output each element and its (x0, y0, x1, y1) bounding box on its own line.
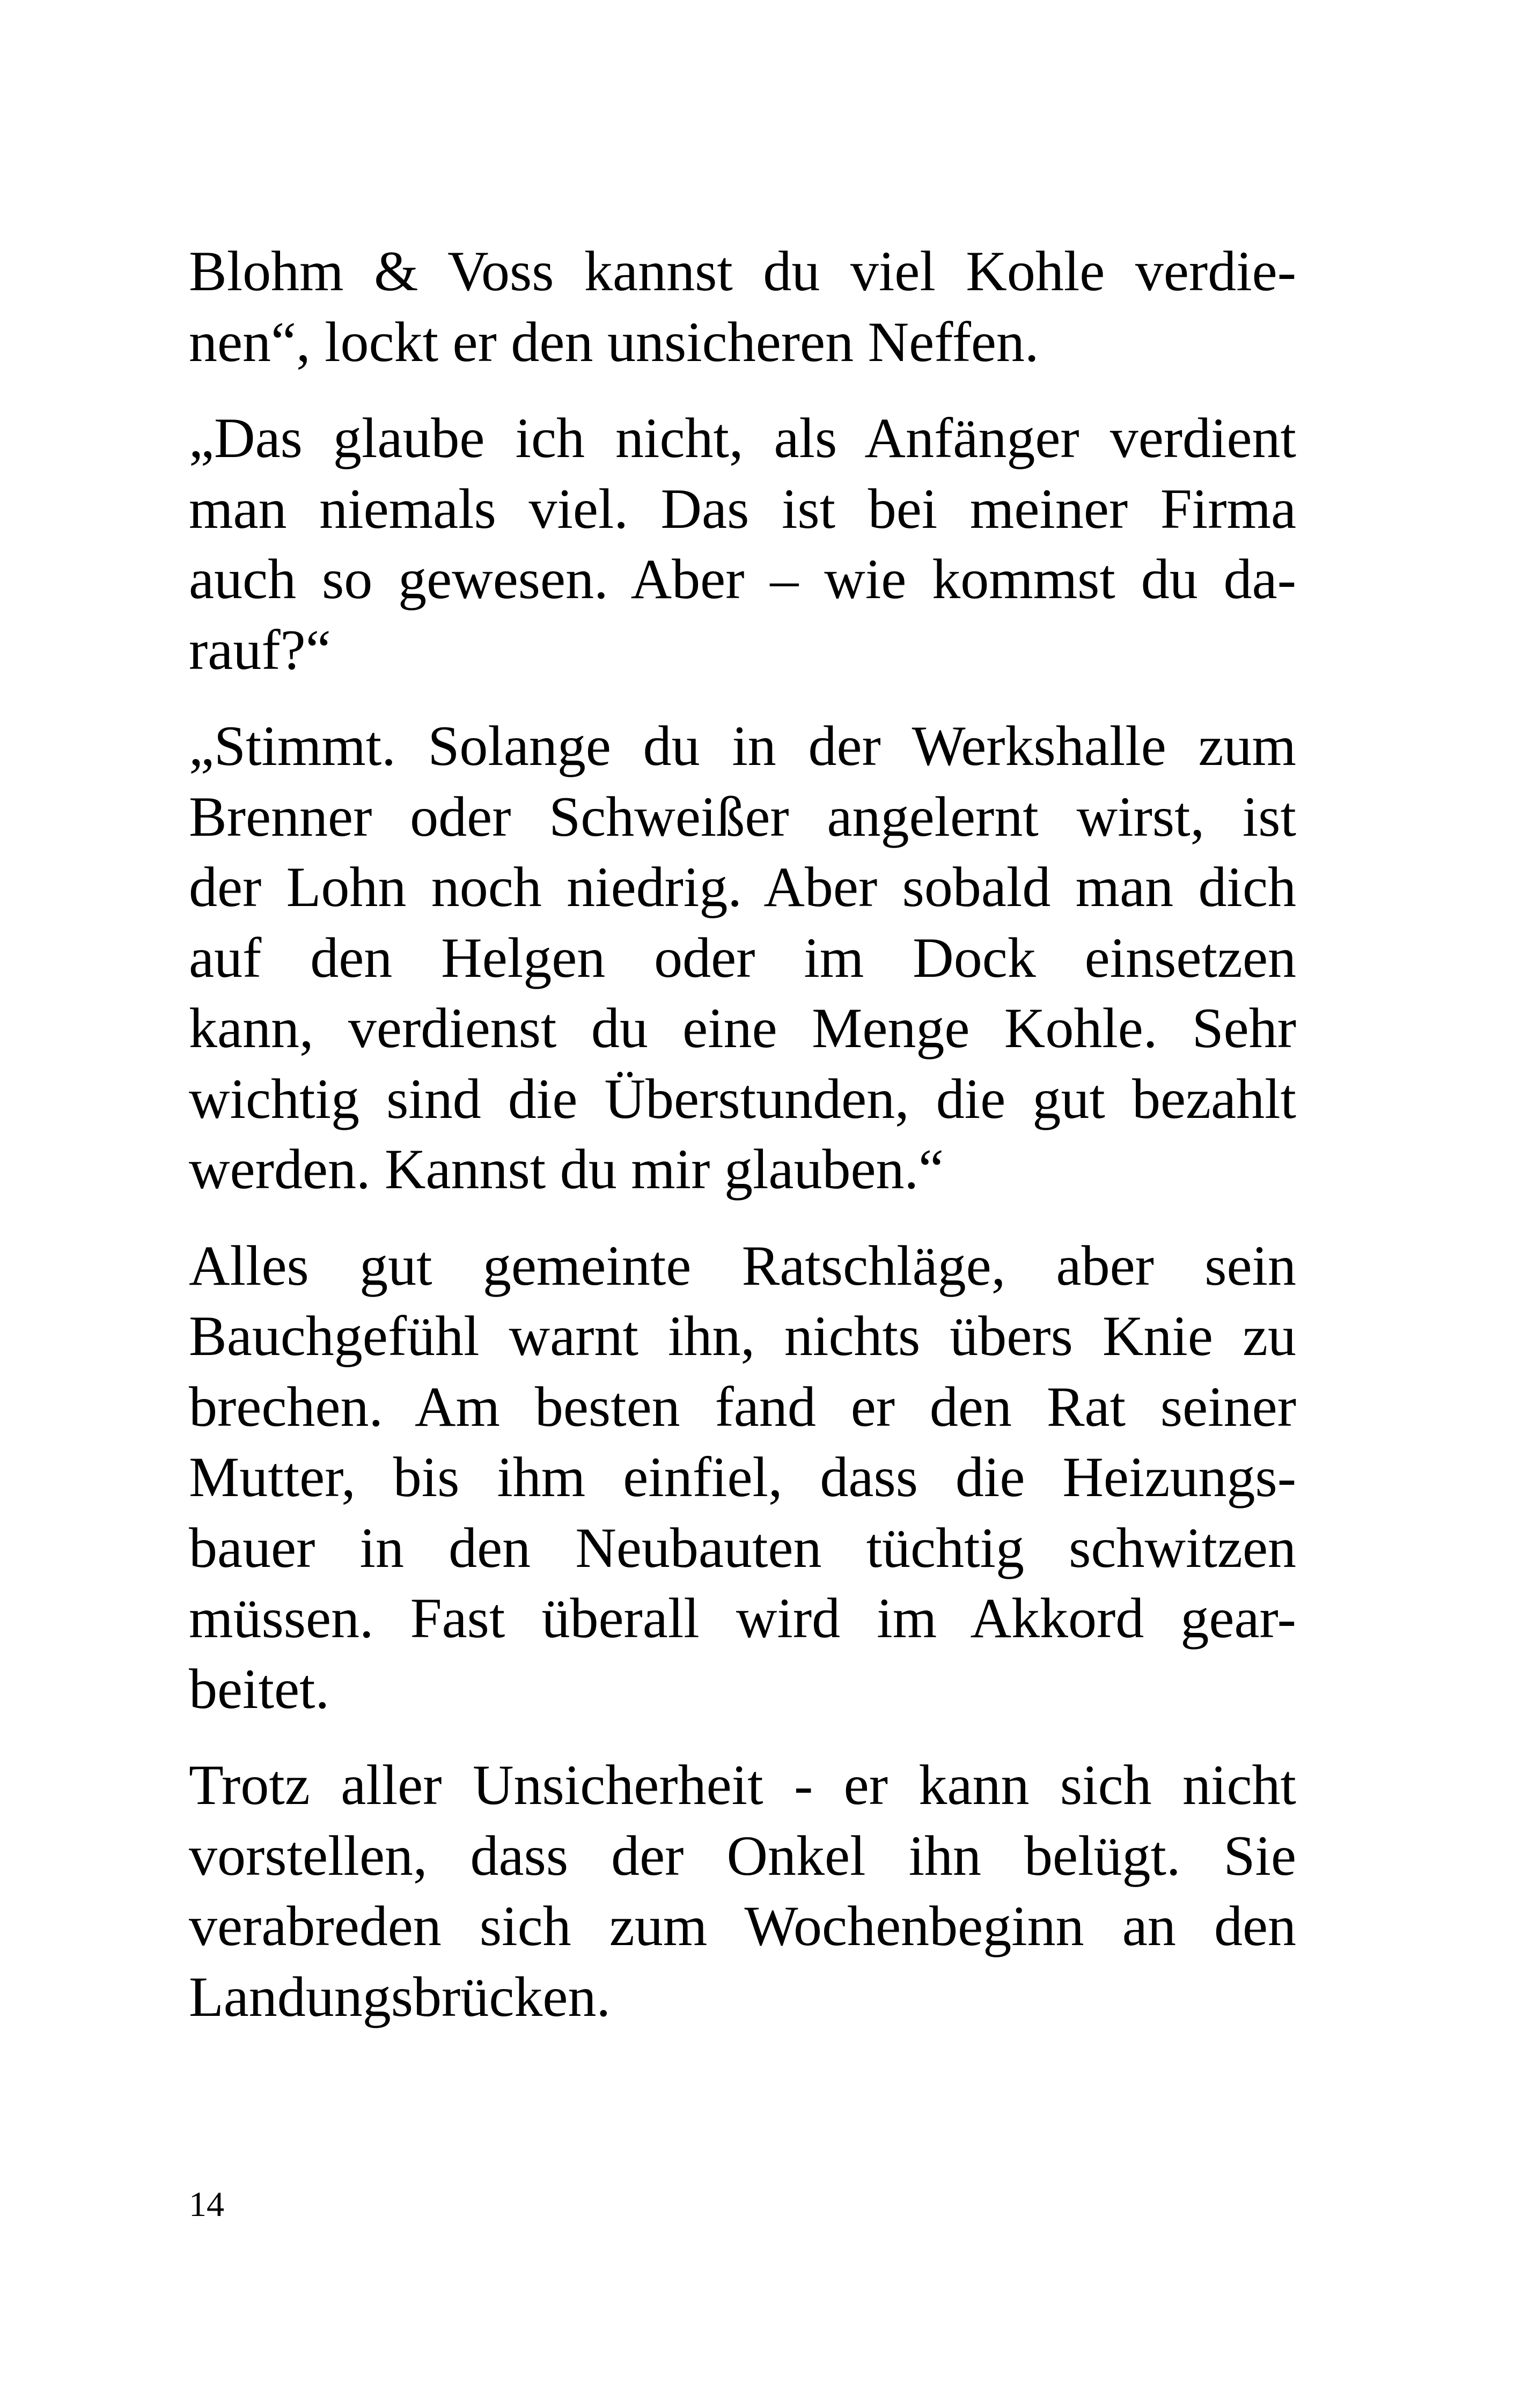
text-line: „Das glaube ich nicht, als Anfänger verdient (189, 407, 1296, 469)
paragraph-2 (189, 403, 1296, 685)
paragraph-5 (189, 1750, 1296, 2032)
text-line: Alles gut gemeinte Ratschläge, aber sein (189, 1234, 1296, 1297)
page-number: 14 (189, 2185, 224, 2224)
paragraph-4 (189, 1231, 1296, 1725)
text-line: Brenner oder Schweißer angelernt wirst, ist (189, 785, 1296, 848)
text-line: müssen. Fast überall wird im Akkord gear- (189, 1587, 1296, 1649)
text-line: Bauchgefühl warnt ihn, nichts übers Knie zu (189, 1305, 1296, 1367)
body-text (189, 236, 1296, 2058)
text-line: kann, verdienst du eine Menge Kohle. Sehr (189, 997, 1296, 1059)
text-line: bauer in den Neubauten tüchtig schwitzen (189, 1516, 1296, 1579)
text-line: vorstellen, dass der Onkel ihn belügt. Sie (189, 1824, 1296, 1887)
text-line: wichtig sind die Überstunden, die gut bezahlt (189, 1067, 1296, 1130)
text-line: rauf?“ (189, 618, 331, 681)
text-line: Blohm & Voss kannst du viel Kohle verdie- (189, 240, 1296, 303)
text-line: beitet. (189, 1657, 329, 1720)
paragraph-3 (189, 711, 1296, 1205)
text-line: auf den Helgen oder im Dock einsetzen (189, 926, 1296, 989)
paragraph-1 (189, 236, 1296, 377)
text-line: man niemals viel. Das ist bei meiner Firma (189, 477, 1296, 540)
text-line: brechen. Am besten fand er den Rat seiner (189, 1375, 1296, 1438)
text-line: Trotz aller Unsicherheit - er kann sich nicht (189, 1754, 1296, 1816)
text-line: nen“, lockt er den unsicheren Neffen. (189, 310, 1039, 373)
text-line: der Lohn noch niedrig. Aber sobald man dich (189, 856, 1296, 918)
text-line: werden. Kannst du mir glauben.“ (189, 1138, 944, 1201)
text-line: auch so gewesen. Aber – wie kommst du da- (189, 548, 1296, 610)
text-line: verabreden sich zum Wochenbeginn an den (189, 1895, 1296, 1957)
text-line: Mutter, bis ihm einfiel, dass die Heizungs- (189, 1446, 1296, 1508)
text-line: Landungsbrücken. (189, 1965, 611, 2028)
text-line: „Stimmt. Solange du in der Werkshalle zum (189, 715, 1296, 777)
